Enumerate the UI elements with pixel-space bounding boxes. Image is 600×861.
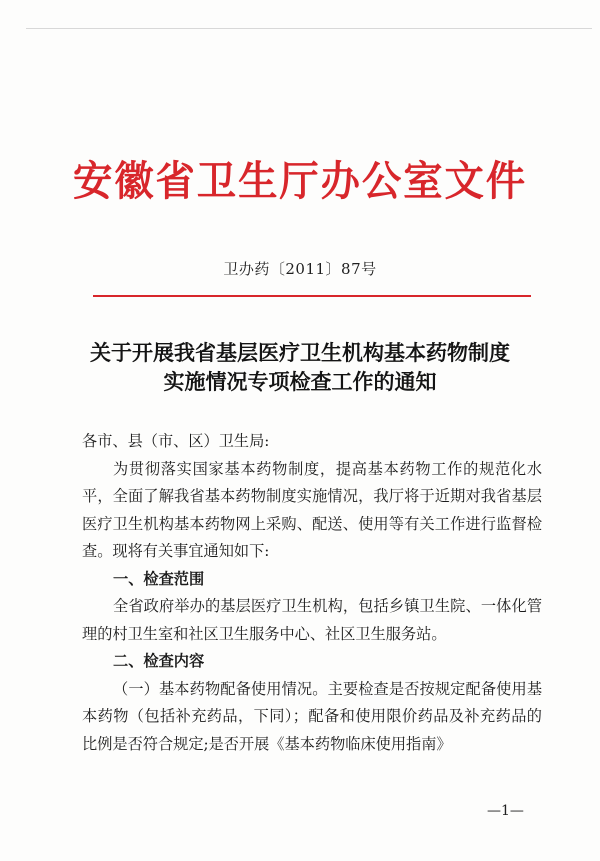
addressee: 各市、县（市、区）卫生局:	[82, 432, 270, 450]
section-2-item-1: （一）基本药物配备使用情况。主要检查是否按规定配备使用基本药物（包括补充药品，下同）；配备和使用限价药品及补充药品的比例是否符合规定;是否开展《基本药物临床使用指南》	[82, 679, 542, 753]
document-number: 卫办药〔2011〕87号	[223, 260, 377, 278]
page-number: —1—	[487, 803, 524, 819]
header-divider	[93, 295, 531, 297]
intro-paragraph: 为贯彻落实国家基本药物制度，提高基本药物工作的规范化水平，全面了解我省基本药物制度实施情况，我厅将于近期对我省基层医疗卫生机构基本药物网上采购、配送、使用等有关工作进行监督检查。现将有关事宜通知如下:	[82, 459, 542, 560]
section-2-heading: 二、检查内容	[113, 652, 205, 670]
scan-edge	[26, 28, 592, 29]
section-1-paragraph: 全省政府举办的基层医疗卫生机构，包括乡镇卫生院、一体化管理的村卫生室和社区卫生服务中心、社区卫生服务站。	[82, 597, 542, 643]
notice-title-line-2: 实施情况专项检查工作的通知	[163, 369, 437, 394]
section-1-heading: 一、检查范围	[113, 569, 205, 588]
document-body	[82, 428, 542, 758]
issuer-header-title: 安徽省卫生厅办公室文件	[72, 157, 528, 205]
notice-title	[0, 338, 600, 396]
notice-title-line-1: 关于开展我省基层医疗卫生机构基本药物制度	[90, 340, 510, 365]
